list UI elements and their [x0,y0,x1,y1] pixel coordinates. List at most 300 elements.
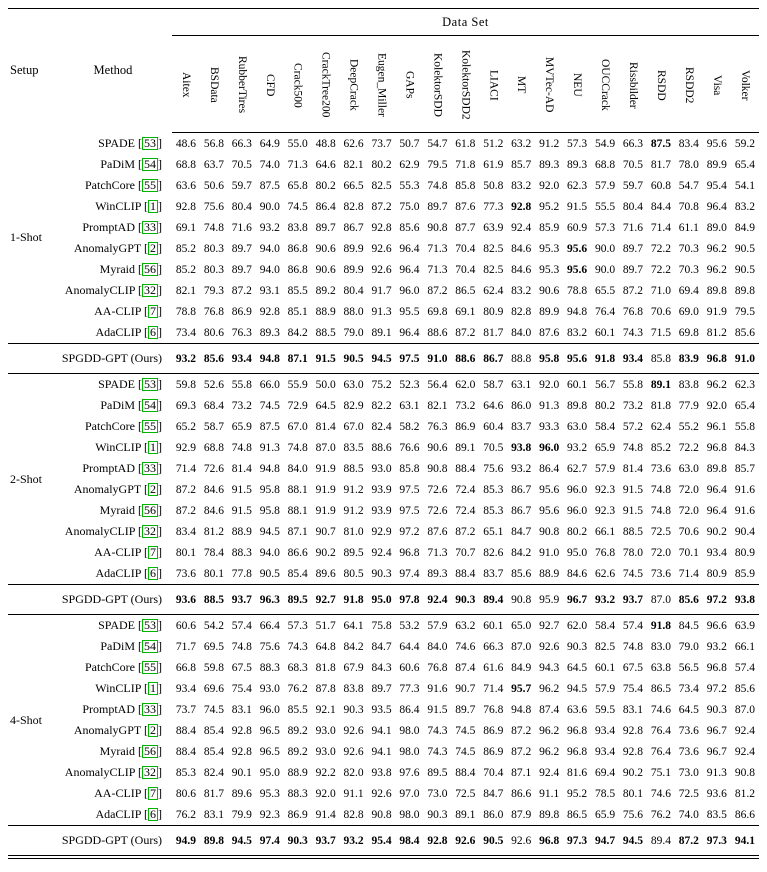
score-cell: 72.5 [678,787,699,800]
score-cell: 90.6 [315,263,336,276]
method-cell: AnomalyCLIP [ 32 ] [64,283,162,297]
method-label: AA-CLIP [94,545,141,559]
score-cell: 82.4 [371,420,392,433]
score-cell: 78.0 [678,158,699,171]
score-cell: 54.1 [734,179,755,192]
score-cell: 81.7 [483,326,504,339]
score-cell: 96.3 [256,585,284,615]
score-cell: 52.3 [399,378,420,391]
score-cell: 91.0 [423,344,451,374]
score-cell: 73.6 [678,745,699,758]
citation-link[interactable]: 7 [150,545,156,559]
score-cell: 57.3 [567,137,588,150]
score-cell: 83.5 [706,808,727,821]
ours-result-row [8,344,759,374]
citation-link[interactable]: 33 [144,461,156,475]
score-cell: 92.8 [259,305,280,318]
score-cell: 91.0 [731,344,759,374]
result-row [8,636,759,657]
score-cell: 57.4 [622,619,644,632]
score-cell: 80.3 [203,263,224,276]
score-cell: 88.3 [287,787,308,800]
score-cell: 72.2 [678,441,699,454]
score-cell: 96.5 [259,724,280,737]
score-cell: 87.2 [622,284,644,297]
score-cell: 57.3 [594,221,616,234]
score-cell: 91.7 [371,284,392,297]
method-cell: AdaCLIP [ 6 ] [95,566,162,580]
citation-link[interactable]: 53 [144,377,156,391]
score-cell: 91.3 [259,441,280,454]
score-cell: 89.7 [622,242,644,255]
score-cell: 89.6 [315,567,336,580]
score-cell: 89.2 [287,724,308,737]
score-cell: 70.4 [455,242,476,255]
score-cell: 95.2 [539,200,560,213]
score-cell: 92.8 [511,200,532,213]
score-cell: 90.0 [594,263,616,276]
method-label: WinCLIP [95,681,141,695]
score-cell: 54.7 [678,179,699,192]
score-cell: 95.6 [706,137,727,150]
citation-link[interactable]: 2 [150,241,156,255]
score-cell: 61.8 [455,137,476,150]
score-cell: 94.1 [731,826,759,856]
dataset-col-label: Eugen_Miller [375,53,388,117]
citation-link[interactable]: 6 [150,325,156,339]
score-cell: 80.5 [343,567,364,580]
score-cell: 90.3 [567,640,588,653]
score-cell: 66.4 [259,619,280,632]
score-cell: 88.6 [427,326,448,339]
score-cell: 78.8 [567,284,588,297]
score-cell: 86.6 [511,787,532,800]
score-cell: 97.5 [399,504,420,517]
score-cell: 70.3 [678,263,699,276]
score-cell: 81.2 [203,525,224,538]
score-cell: 80.6 [203,326,224,339]
method-cell: AnomalyCLIP [ 32 ] [64,524,162,538]
score-cell: 89.8 [539,808,560,821]
score-cell: 76.8 [203,305,224,318]
score-cell: 95.9 [535,585,563,615]
dataset-col-header [312,36,340,133]
results-table-header [8,9,759,133]
score-cell: 82.6 [483,546,504,559]
score-cell: 85.7 [511,158,532,171]
score-cell: 96.2 [539,745,560,758]
score-cell: 67.9 [343,661,364,674]
score-cell: 96.2 [539,682,560,695]
score-cell: 60.1 [567,378,588,391]
score-cell: 91.1 [343,787,364,800]
score-cell: 71.4 [175,462,197,475]
score-cell: 84.6 [511,242,532,255]
score-cell: 83.4 [678,137,699,150]
score-cell: 96.2 [706,378,727,391]
score-cell: 80.3 [203,242,224,255]
score-cell: 91.3 [539,399,560,412]
score-cell: 94.7 [591,826,619,856]
score-cell: 63.9 [483,221,504,234]
method-cell: PatchCore [ 55 ] [85,178,162,192]
score-cell: 92.0 [706,399,727,412]
method-cell: AnomalyCLIP [ 32 ] [64,765,162,779]
score-cell: 85.8 [647,344,675,374]
dataset-col-header [423,36,451,133]
score-cell: 80.1 [203,567,224,580]
citation-link[interactable]: 6 [150,566,156,580]
result-row [8,374,759,396]
score-cell: 97.8 [396,585,424,615]
score-cell: 90.8 [539,525,560,538]
score-cell: 75.6 [259,640,280,653]
score-cell: 70.3 [678,242,699,255]
score-cell: 78.0 [622,546,644,559]
score-cell: 88.6 [451,344,479,374]
score-cell: 96.1 [706,420,727,433]
citation-link[interactable]: 54 [144,398,156,412]
score-cell: 93.4 [594,724,616,737]
score-cell: 76.4 [594,305,616,318]
score-cell: 64.6 [315,158,336,171]
score-cell: 97.5 [399,483,420,496]
score-cell: 80.9 [706,567,727,580]
score-cell: 89.4 [647,826,675,856]
score-cell: 75.4 [231,682,252,695]
score-cell: 93.6 [706,787,727,800]
method-label: AA-CLIP [94,786,141,800]
score-cell: 63.9 [734,619,755,632]
score-cell: 84.6 [567,567,588,580]
method-cell: Myraid [ 56 ] [99,744,162,758]
score-cell: 76.2 [287,682,308,695]
citation-link[interactable]: 33 [144,702,156,716]
score-cell: 84.2 [343,640,364,653]
score-cell: 94.8 [259,462,280,475]
score-cell: 71.3 [287,158,308,171]
results-table [8,8,759,856]
citation-link[interactable]: 32 [144,283,156,297]
score-cell: 93.3 [539,420,560,433]
dataset-col-label: BSData [207,67,220,103]
score-cell: 74.0 [678,808,699,821]
score-cell: 57.9 [427,619,448,632]
score-cell: 88.1 [287,504,308,517]
score-cell: 89.9 [706,158,727,171]
score-cell: 81.6 [567,766,588,779]
dataset-col-header [284,36,312,133]
score-cell: 74.5 [622,567,644,580]
citation-link[interactable]: 56 [144,503,156,517]
method-cell [54,826,172,856]
score-cell: 65.5 [594,284,616,297]
score-cell: 87.4 [455,661,476,674]
score-cell: 64.5 [678,703,699,716]
method-cell: AnomalyGPT [ 2 ] [73,241,162,255]
score-cell: 83.8 [287,221,308,234]
score-cell: 86.0 [511,399,532,412]
citation-link[interactable]: 6 [150,807,156,821]
method-cell: AnomalyGPT [ 2 ] [73,723,162,737]
score-cell: 82.5 [483,242,504,255]
citation-link[interactable]: 2 [150,482,156,496]
score-cell: 57.3 [287,619,308,632]
citation-link[interactable]: 53 [144,135,156,150]
citation-link[interactable]: 2 [150,723,156,737]
score-cell: 97.6 [399,766,420,779]
method-label: AnomalyCLIP [64,283,135,297]
score-cell: 65.4 [734,399,755,412]
score-cell: 85.3 [483,483,504,496]
dataset-col-label: KolektorSDD2 [459,50,472,120]
score-cell: 76.2 [175,808,197,821]
score-cell: 83.2 [511,179,532,192]
score-cell: 75.6 [622,808,644,821]
score-cell: 89.7 [455,703,476,716]
score-cell: 96.4 [706,504,727,517]
score-cell: 87.1 [287,525,308,538]
method-label: PromptAD [82,461,135,475]
score-cell: 92.6 [343,745,364,758]
score-cell: 69.8 [427,305,448,318]
dataset-col-label: MVTec-AD [543,57,556,113]
score-cell: 93.9 [371,483,392,496]
score-cell: 63.0 [678,462,699,475]
score-cell: 72.9 [287,399,308,412]
method-cell: AnomalyGPT [ 2 ] [73,482,162,496]
score-cell: 71.6 [231,221,252,234]
score-cell: 95.0 [567,546,588,559]
dataset-col-header [368,36,396,133]
score-cell: 85.4 [287,567,308,580]
citation-link[interactable]: 55 [144,178,156,192]
score-cell: 66.3 [483,640,504,653]
score-cell: 65.2 [175,420,197,433]
citation-link[interactable]: 32 [144,765,156,779]
score-cell: 82.1 [175,284,197,297]
score-cell: 91.5 [622,504,644,517]
score-cell: 93.0 [315,745,336,758]
score-cell: 76.8 [483,703,504,716]
score-cell: 91.5 [622,483,644,496]
score-cell: 96.8 [399,546,420,559]
score-cell: 55.3 [399,179,420,192]
score-cell: 91.8 [591,344,619,374]
setup-spacer [8,585,54,615]
score-cell: 91.2 [539,137,560,150]
score-cell: 83.1 [203,808,224,821]
method-cell: PatchCore [ 55 ] [85,660,162,674]
score-cell: 80.2 [567,525,588,538]
citation-link[interactable]: 33 [144,220,156,234]
score-cell: 80.9 [483,305,504,318]
score-cell: 93.0 [371,462,392,475]
score-cell: 74.8 [287,441,308,454]
score-cell: 90.3 [706,703,727,716]
score-cell: 89.8 [200,826,228,856]
score-cell: 55.8 [622,378,644,391]
score-cell: 79.9 [231,808,252,821]
score-cell: 93.4 [594,745,616,758]
method-cell: PaDiM [ 54 ] [100,398,162,412]
citation-link[interactable]: 55 [144,419,156,433]
score-cell: 71.4 [483,682,504,695]
score-cell: 56.8 [203,137,224,150]
score-cell: 94.0 [259,546,280,559]
score-cell: 63.6 [567,703,588,716]
dataset-col-label: LIACI [487,69,500,101]
score-cell: 76.8 [622,305,644,318]
score-cell: 81.0 [343,525,364,538]
score-cell: 83.7 [511,420,532,433]
score-cell: 86.7 [511,483,532,496]
score-cell: 96.0 [567,483,588,496]
result-row [8,741,759,762]
score-cell: 94.8 [511,703,532,716]
score-cell: 62.3 [567,179,588,192]
score-cell: 97.3 [703,826,731,856]
score-cell: 87.2 [175,483,197,496]
score-cell: 91.9 [315,483,336,496]
result-row [8,804,759,826]
score-cell: 91.5 [231,504,252,517]
score-cell: 97.3 [563,826,591,856]
score-cell: 85.6 [200,344,228,374]
score-cell: 96.2 [706,263,727,276]
score-cell: 84.9 [734,221,755,234]
score-cell: 66.0 [259,378,280,391]
score-cell: 94.8 [256,344,284,374]
dataset-col-header [535,36,563,133]
score-cell: 89.0 [706,221,727,234]
score-cell: 74.6 [650,703,671,716]
citation-link[interactable]: 1 [150,440,156,454]
score-cell: 69.4 [678,284,699,297]
score-cell: 62.6 [594,567,616,580]
score-cell: 85.9 [539,221,560,234]
score-cell: 90.6 [315,242,336,255]
score-cell: 59.8 [203,661,224,674]
score-cell: 74.5 [455,724,476,737]
dataset-col-header [228,36,256,133]
method-column-header: Method [93,63,133,78]
result-row [8,175,759,196]
score-cell: 85.9 [734,567,755,580]
score-cell: 86.4 [399,703,420,716]
score-cell: 96.0 [259,703,280,716]
citation-link[interactable]: 53 [144,618,156,632]
citation-link[interactable]: 54 [144,157,156,171]
score-cell: 89.5 [343,546,364,559]
score-cell: 90.8 [734,766,755,779]
score-cell: 63.8 [650,661,671,674]
score-cell: 88.9 [287,766,308,779]
score-cell: 62.3 [734,378,755,391]
method-label: SPGDD-GPT (Ours) [61,592,162,606]
score-cell: 72.5 [650,525,671,538]
score-cell: 71.5 [650,326,671,339]
score-cell: 77.3 [399,682,420,695]
score-cell: 93.9 [371,504,392,517]
score-cell: 70.4 [455,263,476,276]
score-cell: 97.2 [399,525,420,538]
score-cell: 88.5 [622,525,644,538]
dataset-col-label: Volker [738,69,751,101]
method-cell: WinCLIP [ 1 ] [95,440,162,454]
citation-link[interactable]: 1 [150,681,156,695]
score-cell: 65.0 [511,619,532,632]
result-row [8,133,759,155]
score-cell: 65.9 [594,808,616,821]
score-cell: 85.5 [287,284,308,297]
citation-link[interactable]: 56 [144,262,156,276]
score-cell: 55.5 [594,200,616,213]
score-cell: 88.6 [371,441,392,454]
method-label: Myraid [99,503,135,517]
score-cell: 89.7 [622,263,644,276]
score-cell: 95.0 [259,766,280,779]
score-cell: 89.9 [539,305,560,318]
score-cell: 81.7 [203,787,224,800]
score-cell: 92.6 [539,640,560,653]
result-row [8,322,759,344]
score-cell: 60.6 [399,661,420,674]
score-cell: 90.0 [259,200,280,213]
score-cell: 62.0 [455,378,476,391]
score-cell: 67.5 [622,661,644,674]
score-cell: 84.9 [511,661,532,674]
score-cell: 91.6 [734,483,755,496]
score-cell: 85.3 [175,766,197,779]
result-row [8,238,759,259]
score-cell: 93.7 [312,826,340,856]
citation-link[interactable]: 32 [144,524,156,538]
score-cell: 89.7 [231,263,252,276]
score-cell: 66.3 [231,137,252,150]
score-cell: 92.4 [423,585,451,615]
score-cell: 88.4 [455,567,476,580]
score-cell: 57.9 [594,462,616,475]
score-cell: 81.8 [650,399,671,412]
method-label: PatchCore [85,419,135,433]
result-row [8,615,759,637]
score-cell: 84.5 [678,619,699,632]
score-cell: 76.6 [399,441,420,454]
score-cell: 85.6 [511,567,532,580]
score-cell: 96.7 [706,724,727,737]
setup-column-header: Setup [10,63,39,78]
citation-link[interactable]: 1 [150,199,156,213]
score-cell: 57.4 [734,661,755,674]
citation-link[interactable]: 54 [144,639,156,653]
score-cell: 72.6 [427,504,448,517]
score-cell: 87.7 [455,221,476,234]
citation-link[interactable]: 55 [144,660,156,674]
score-cell: 88.4 [455,766,476,779]
score-cell: 76.4 [650,745,671,758]
citation-link[interactable]: 7 [150,304,156,318]
score-cell: 65.1 [483,525,504,538]
score-cell: 84.4 [650,200,671,213]
score-cell: 74.8 [622,441,644,454]
score-cell: 73.6 [650,567,671,580]
score-cell: 92.3 [594,504,616,517]
score-cell: 86.9 [455,420,476,433]
citation-link[interactable]: 7 [150,786,156,800]
score-cell: 95.6 [567,263,588,276]
citation-link[interactable]: 56 [144,744,156,758]
